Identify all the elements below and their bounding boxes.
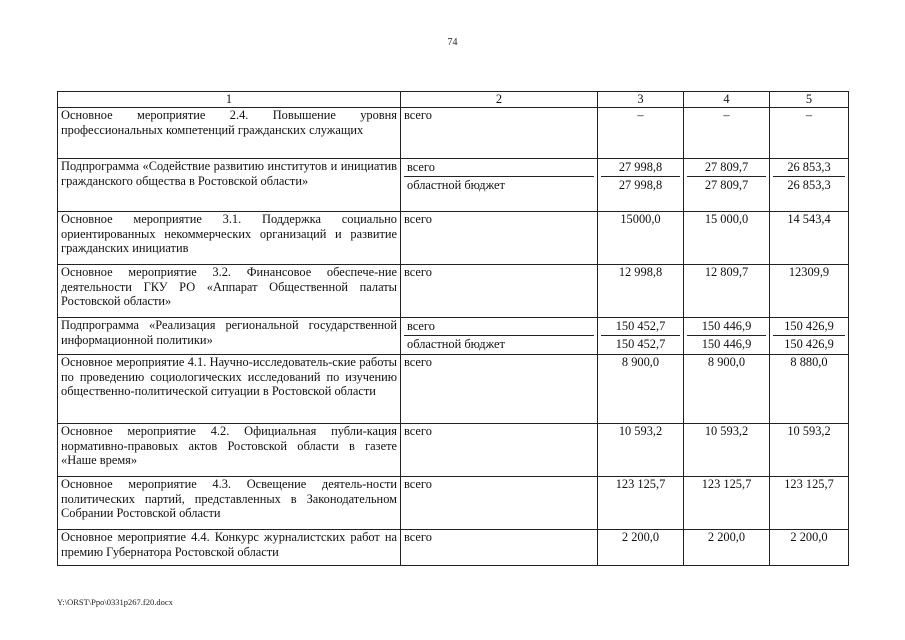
value-cell: 10 593,2 [684,424,770,477]
table-row [58,108,849,159]
funding-source: всего [404,318,594,336]
page-number: 74 [447,37,458,48]
value-cell: 27 998,8 [601,159,680,177]
funding-source: всего [401,530,598,566]
value-cell-group [684,159,770,212]
value-cell: 2 200,0 [684,530,770,566]
row-description: Основное мероприятие 4.2. Официальная публи-кация нормативно-правовых актов Ростовской области в газете «Наше время» [58,424,401,477]
value-cell: 14 543,4 [770,212,849,265]
table-row [58,212,849,265]
funding-source: всего [401,212,598,265]
row-description: Основное мероприятие 4.1. Научно-исследователь-ские работы по проведению социологических исследований по изучению общественно-политической ситуации в Ростовской области [58,355,401,424]
row-description: Основное мероприятие 4.3. Освещение деятель-ности политических партий, представленных в Законодательном Собрании Ростовской области [58,477,401,530]
value-cell-group [598,159,684,212]
value-cell: 150 452,7 [601,318,680,336]
value-cell: 150 426,9 [784,337,834,351]
value-cell-group [770,318,849,355]
table-row [58,355,849,424]
row-description: Основное мероприятие 3.2. Финансовое обеспече-ние деятельности ГКУ РО «Аппарат Общественной палаты Ростовской области» [58,265,401,318]
table-row [58,159,849,212]
table-row [58,477,849,530]
value-cell: 8 900,0 [684,355,770,424]
value-cell: 150 426,9 [773,318,845,336]
row-description: Основное мероприятие 4.4. Конкурс журналистских работ на премию Губернатора Ростовской области [58,530,401,566]
value-cell: 150 446,9 [687,318,766,336]
row-description: Основное мероприятие 3.1. Поддержка социально ориентированных некоммерческих организаций и развитие гражданских инициатив [58,212,401,265]
table-row [58,530,849,566]
value-cell: 15000,0 [598,212,684,265]
funding-source: всего [401,108,598,159]
value-cell: 27 809,7 [687,159,766,177]
header-cell: 2 [401,92,598,108]
header-cell: 4 [684,92,770,108]
funding-source-group [401,159,598,212]
value-cell: 10 593,2 [770,424,849,477]
table-row [58,424,849,477]
funding-source: всего [401,355,598,424]
value-cell-group [598,318,684,355]
value-cell: 150 452,7 [615,337,666,351]
funding-source: областной бюджет [407,178,505,192]
budget-table [57,91,849,566]
value-cell: 2 200,0 [770,530,849,566]
funding-source-group [401,318,598,355]
document-file-path: Y:\ORST\Ppo\0331p267.f20.docx [57,597,173,607]
value-cell: 123 125,7 [598,477,684,530]
value-cell: 12 809,7 [684,265,770,318]
funding-source: всего [404,159,594,177]
value-cell: 8 880,0 [770,355,849,424]
value-cell: 8 900,0 [598,355,684,424]
value-cell: 10 593,2 [598,424,684,477]
value-cell: – [684,108,770,159]
value-cell: 26 853,3 [773,159,845,177]
funding-source: всего [401,265,598,318]
value-cell: – [598,108,684,159]
funding-source: всего [401,424,598,477]
header-cell: 1 [58,92,401,108]
table-row [58,318,849,355]
row-description: Подпрограмма «Содействие развитию институтов и инициатив гражданского общества в Ростовской области» [58,159,401,212]
value-cell: 15 000,0 [684,212,770,265]
value-cell: 26 853,3 [787,178,831,192]
value-cell: 123 125,7 [770,477,849,530]
table-header-row [58,92,849,108]
value-cell: – [770,108,849,159]
value-cell-group [684,318,770,355]
value-cell: 150 446,9 [701,337,752,351]
value-cell: 27 998,8 [618,178,663,192]
header-cell: 3 [598,92,684,108]
table-row [58,265,849,318]
value-cell: 2 200,0 [598,530,684,566]
value-cell: 12309,9 [770,265,849,318]
value-cell: 12 998,8 [598,265,684,318]
header-cell: 5 [770,92,849,108]
row-description: Основное мероприятие 2.4. Повышение уровня профессиональных компетенций гражданских служащих [58,108,401,159]
value-cell: 123 125,7 [684,477,770,530]
value-cell: 27 809,7 [704,178,749,192]
funding-source: всего [401,477,598,530]
funding-source: областной бюджет [407,337,505,351]
row-description: Подпрограмма «Реализация региональной государственной информационной политики» [58,318,401,355]
value-cell-group [770,159,849,212]
